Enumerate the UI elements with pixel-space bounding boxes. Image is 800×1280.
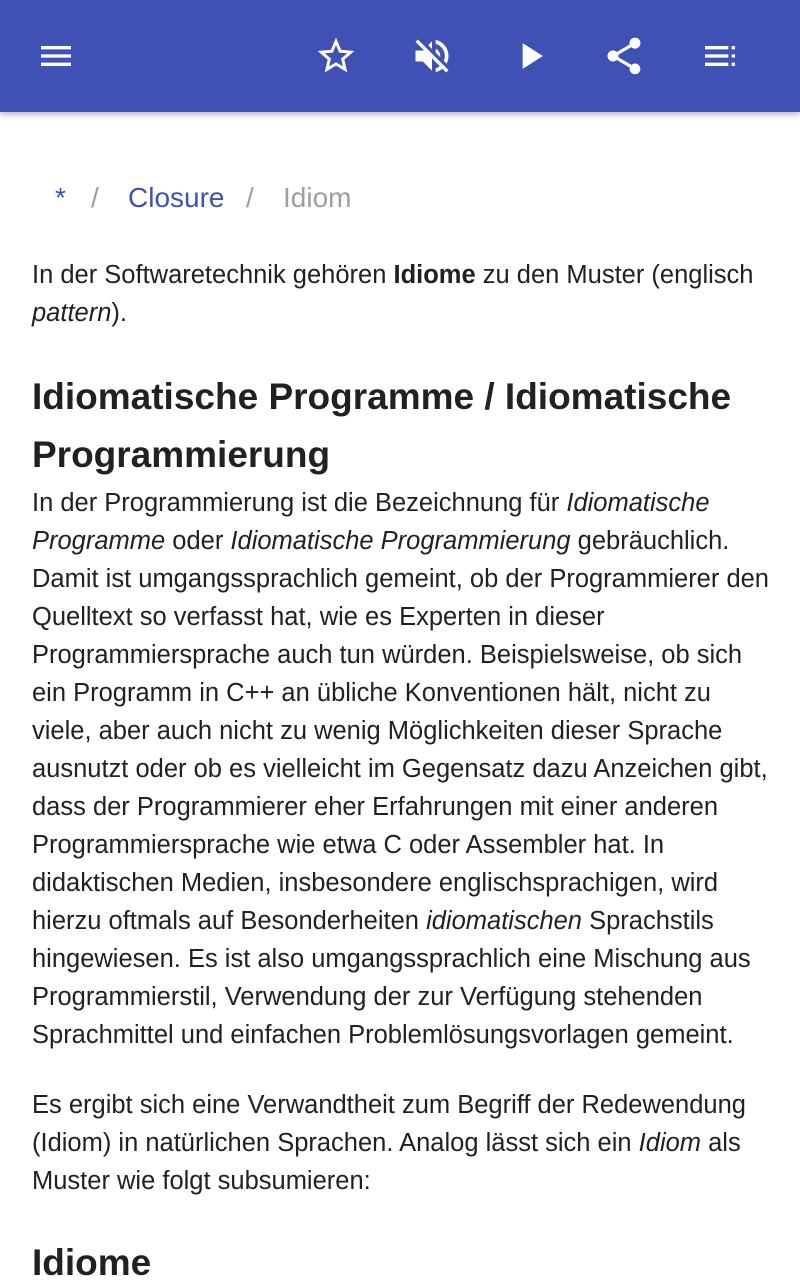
text-span: Sprachstils hingewiesen. Es ist also umgangssprachlich eine Mischung aus Programmierstil, Verwendung der zur Verfügung stehenden Sprachmittel und einfachen Problemlösungsvorlagen gemeint. [32,907,751,1049]
list-icon [700,36,740,76]
app-toolbar [0,0,800,112]
text-span: In der Programmierung ist die Bezeichnung für [32,489,567,517]
italic-term: Idiomatische Programme [32,489,710,555]
italic-term: Idiomatische Programmierung [230,527,571,555]
text-span: In der Softwaretechnik gehören [32,261,394,289]
breadcrumb-root-link[interactable]: * [55,182,66,213]
menu-button[interactable] [16,16,96,96]
text-span: zu den Muster (englisch [475,261,754,289]
text-span: als Muster wie folgt subsumieren: [32,1129,741,1195]
article-content [0,112,800,1280]
italic-term: idiomatischen [426,907,582,935]
breadcrumb-separator: / [91,182,99,213]
menu-icon [36,36,76,76]
section-paragraph [32,1086,772,1200]
text-span: gebräuchlich. Damit ist umgangssprachlich gemeint, ob der Programmierer den Quelltext so verfasst hat, wie es Experten in dieser Programmiersprache auch tun würden. Beispielsweise, ob sich ein Programm in C++ an übliche Konventionen hält, nicht zu viele, aber auch nicht zu wenig Möglichkeiten dieser Sprache ausnutzt oder ob es vielleicht im Gegensatz dazu Anzeichen gibt, dass der Programmierer eher Erfahrungen mit einer anderen Programmiersprache wie etwa C oder Assembler hat. In didaktischen Medien, insbesondere englischsprachigen, wird hierzu oftmals auf Besonderheiten [32,527,769,935]
mute-button[interactable] [392,16,472,96]
italic-term: Idiom [638,1129,702,1157]
star-outline-icon [314,34,358,78]
article-body [32,256,772,1280]
text-span: oder [165,527,231,555]
breadcrumb-separator: / [246,182,254,213]
italic-term: pattern [32,299,112,327]
breadcrumb-link-closure[interactable]: Closure [128,182,225,213]
share-icon [602,34,646,78]
share-button[interactable] [584,16,664,96]
breadcrumb-current: Idiom [283,182,352,213]
section-paragraph [32,484,772,1054]
volume-off-icon [410,34,454,78]
play-button[interactable] [490,16,570,96]
section-heading: Idiomatische Programme / Idiomatische Programmierung [32,376,732,475]
favorite-button[interactable] [296,16,376,96]
play-icon [508,34,552,78]
breadcrumb [0,176,800,220]
text-span: ). [111,299,127,327]
table-of-contents-button[interactable] [680,16,760,96]
intro-paragraph [32,256,772,332]
text-span: Es ergibt sich eine Verwandtheit zum Begriff der Redewendung (Idiom) in natürlichen Sprachen. Analog lässt sich ein [32,1091,746,1157]
bold-term: Idiome [393,261,476,289]
section-heading: Idiome [32,1242,152,1280]
